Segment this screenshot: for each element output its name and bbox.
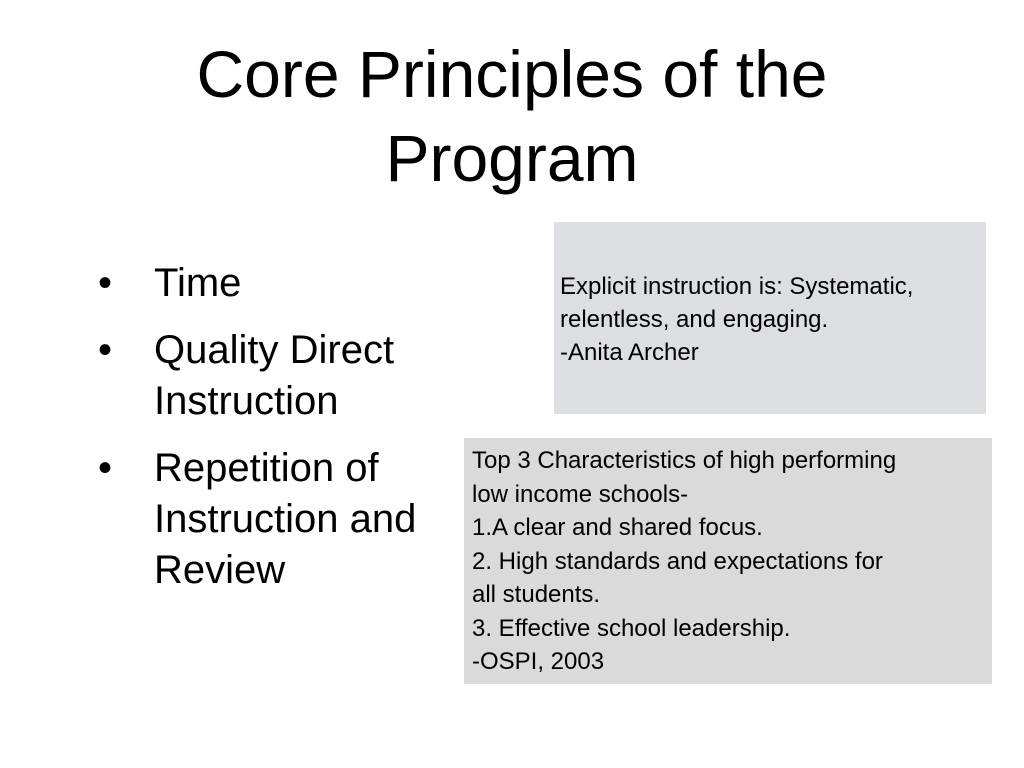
characteristic-item-1: 1.A clear and shared focus. (472, 514, 763, 541)
quote-box (554, 222, 986, 414)
slide-title (0, 32, 1024, 200)
characteristic-item-2-line-2: all students. (472, 581, 601, 608)
principles-bullet-list (96, 258, 456, 612)
characteristic-item-3: 3. Effective school leadership. (472, 614, 791, 642)
characteristics-box (464, 438, 992, 684)
bullet-text: Quality Direct Instruction (154, 328, 395, 423)
slide-title-line-2: Program (385, 121, 639, 195)
bullet-text: Time (154, 261, 242, 305)
slide-title-line-1: Core Principles of the (196, 37, 828, 111)
quote-line-2: relentless, and engaging. (560, 306, 829, 333)
bullet-dot-icon: • (98, 328, 113, 372)
bullet-item-quality-direct-instruction (96, 325, 456, 427)
bullet-item-time (96, 258, 456, 309)
bullet-item-repetition (96, 443, 456, 596)
bullet-dot-icon: • (98, 261, 113, 305)
characteristics-heading-line-1: Top 3 Characteristics of high performing (472, 447, 897, 474)
quote-attribution: -Anita Archer (560, 339, 699, 366)
characteristics-heading-line-2: low income schools- (472, 480, 689, 508)
characteristic-item-2-line-1: 2. High standards and expectations for (472, 547, 883, 575)
quote-line-1: Explicit instruction is: Systematic, (560, 273, 914, 300)
characteristics-source: -OSPI, 2003 (472, 648, 605, 675)
bullet-dot-icon: • (98, 446, 113, 490)
bullet-text: Repetition of Instruction and Review (154, 446, 417, 592)
